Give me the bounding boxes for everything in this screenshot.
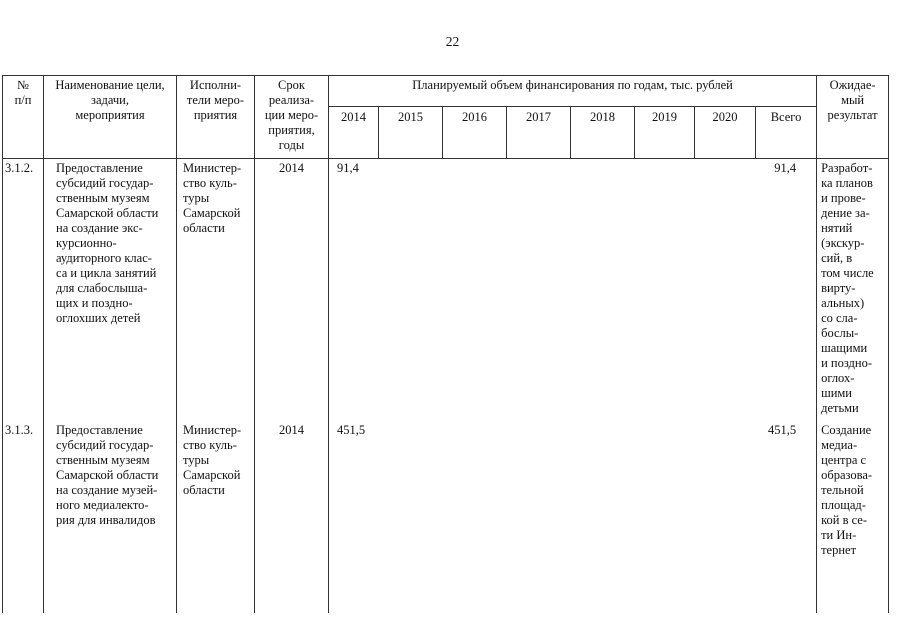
row-executor: Министер- ство куль- туры Самарской области bbox=[177, 416, 255, 613]
row-value-2019 bbox=[635, 159, 695, 417]
header-year-2019: 2019 bbox=[635, 107, 695, 159]
table-row bbox=[3, 159, 889, 417]
row-num: 3.1.2. bbox=[3, 159, 44, 417]
row-value-2014: 91,4 bbox=[329, 159, 379, 417]
header-num: № п/п bbox=[3, 76, 44, 159]
row-value-2016 bbox=[443, 159, 507, 417]
row-value-2014: 451,5 bbox=[329, 416, 379, 613]
financing-table bbox=[2, 75, 889, 613]
row-value-2016 bbox=[443, 416, 507, 613]
header-year-2018: 2018 bbox=[571, 107, 635, 159]
row-value-2017 bbox=[507, 416, 571, 613]
row-value-2015 bbox=[379, 159, 443, 417]
header-year-2016: 2016 bbox=[443, 107, 507, 159]
header-year-2017: 2017 bbox=[507, 107, 571, 159]
row-value-2018 bbox=[571, 159, 635, 417]
row-name: Предоставление субсидий государ- ственным музеям Самарской области на создание музей- ного медиалекто- рия для инвалидов bbox=[44, 416, 177, 613]
header-executor: Исполни- тели меро- приятия bbox=[177, 76, 255, 159]
row-result: Разработ- ка планов и прове- дение за- нятий (экскур- сий, в том числе вирту- альных) со сла- бослы- шащими и поздно- оглох- шими детьми bbox=[817, 159, 889, 417]
header-funding: Планируемый объем финансирования по годам, тыс. рублей bbox=[329, 76, 817, 107]
row-value-2018 bbox=[571, 416, 635, 613]
row-result: Создание медиа- центра с образова- тельной площад- кой в се- ти Ин- тернет bbox=[817, 416, 889, 613]
header-result: Ожидае- мый результат bbox=[817, 76, 889, 159]
page-number: 22 bbox=[445, 34, 460, 49]
header-total: Всего bbox=[756, 107, 817, 159]
table-row bbox=[3, 416, 889, 613]
header-year-2020: 2020 bbox=[695, 107, 756, 159]
row-period: 2014 bbox=[255, 159, 329, 417]
row-total: 451,5 bbox=[756, 416, 817, 613]
row-period: 2014 bbox=[255, 416, 329, 613]
row-total: 91,4 bbox=[756, 159, 817, 417]
header-year-2015: 2015 bbox=[379, 107, 443, 159]
row-name: Предоставление субсидий государ- ственным музеям Самарской области на создание экс- курсионно- аудиторного клас- са и цикла занятий для слабослыша- щих и поздно- оглохших детей bbox=[44, 159, 177, 417]
row-num: 3.1.3. bbox=[3, 416, 44, 613]
header-name: Наименование цели, задачи, мероприятия bbox=[44, 76, 177, 159]
row-value-2015 bbox=[379, 416, 443, 613]
header-year-2014: 2014 bbox=[329, 107, 379, 159]
row-executor: Министер- ство куль- туры Самарской области bbox=[177, 159, 255, 417]
header-period: Срок реализа- ции меро- приятия, годы bbox=[255, 76, 329, 159]
row-value-2020 bbox=[695, 159, 756, 417]
row-value-2019 bbox=[635, 416, 695, 613]
row-value-2017 bbox=[507, 159, 571, 417]
row-value-2020 bbox=[695, 416, 756, 613]
